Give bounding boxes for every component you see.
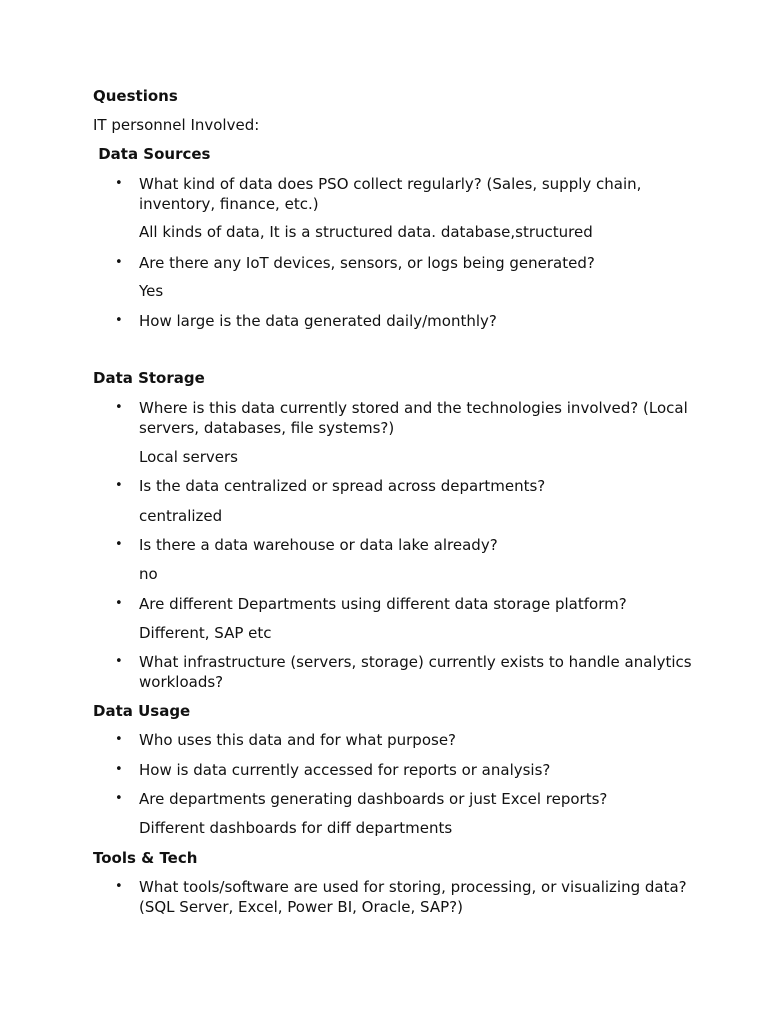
bullet-icon: • (115, 791, 123, 806)
question-item: What kind of data does PSO collect regularly? (Sales, supply chain, inventory, finance, etc.) (139, 175, 642, 213)
bullet-icon: • (115, 654, 123, 669)
answer-text: Different, SAP etc (139, 624, 272, 642)
question-item: Are different Departments using different data storage platform? (139, 595, 627, 613)
section-heading-data-storage: Data Storage (93, 369, 205, 387)
section-heading-data-usage: Data Usage (93, 702, 191, 720)
section-heading-data-sources: Data Sources (93, 145, 211, 163)
bullet-icon: • (115, 400, 123, 415)
question-item: Are there any IoT devices, sensors, or logs being generated? (139, 254, 595, 272)
personnel-line: IT personnel Involved: (93, 116, 260, 134)
bullet-icon: • (115, 313, 123, 328)
document-title: Questions (93, 87, 178, 105)
section-heading-tools-tech: Tools & Tech (93, 849, 198, 867)
bullet-icon: • (115, 478, 123, 493)
question-item: Are departments generating dashboards or just Excel reports? (139, 790, 608, 808)
answer-text: centralized (139, 507, 223, 525)
bullet-icon: • (115, 176, 123, 191)
question-item: Is there a data warehouse or data lake already? (139, 536, 498, 554)
question-item: Who uses this data and for what purpose? (139, 731, 457, 749)
bullet-icon: • (115, 596, 123, 611)
answer-text: Different dashboards for diff departments (139, 819, 453, 837)
question-item: How large is the data generated daily/monthly? (139, 312, 497, 330)
bullet-icon: • (115, 762, 123, 777)
question-item: Where is this data currently stored and the technologies involved? (Local servers, databases, file systems?) (139, 399, 688, 437)
question-item: How is data currently accessed for reports or analysis? (139, 761, 551, 779)
bullet-icon: • (115, 255, 123, 270)
question-item: Is the data centralized or spread across departments? (139, 477, 546, 495)
answer-text: no (139, 565, 158, 583)
question-item: What tools/software are used for storing, processing, or visualizing data? (SQL Server, Excel, Power BI, Oracle, SAP?) (139, 878, 687, 916)
bullet-icon: • (115, 732, 123, 747)
answer-text: All kinds of data, It is a structured data. database,structured (139, 223, 593, 241)
answer-text: Local servers (139, 448, 238, 466)
bullet-icon: • (115, 537, 123, 552)
answer-text: Yes (139, 282, 164, 300)
bullet-icon: • (115, 879, 123, 894)
question-item: What infrastructure (servers, storage) currently exists to handle analytics workloads? (139, 653, 692, 691)
